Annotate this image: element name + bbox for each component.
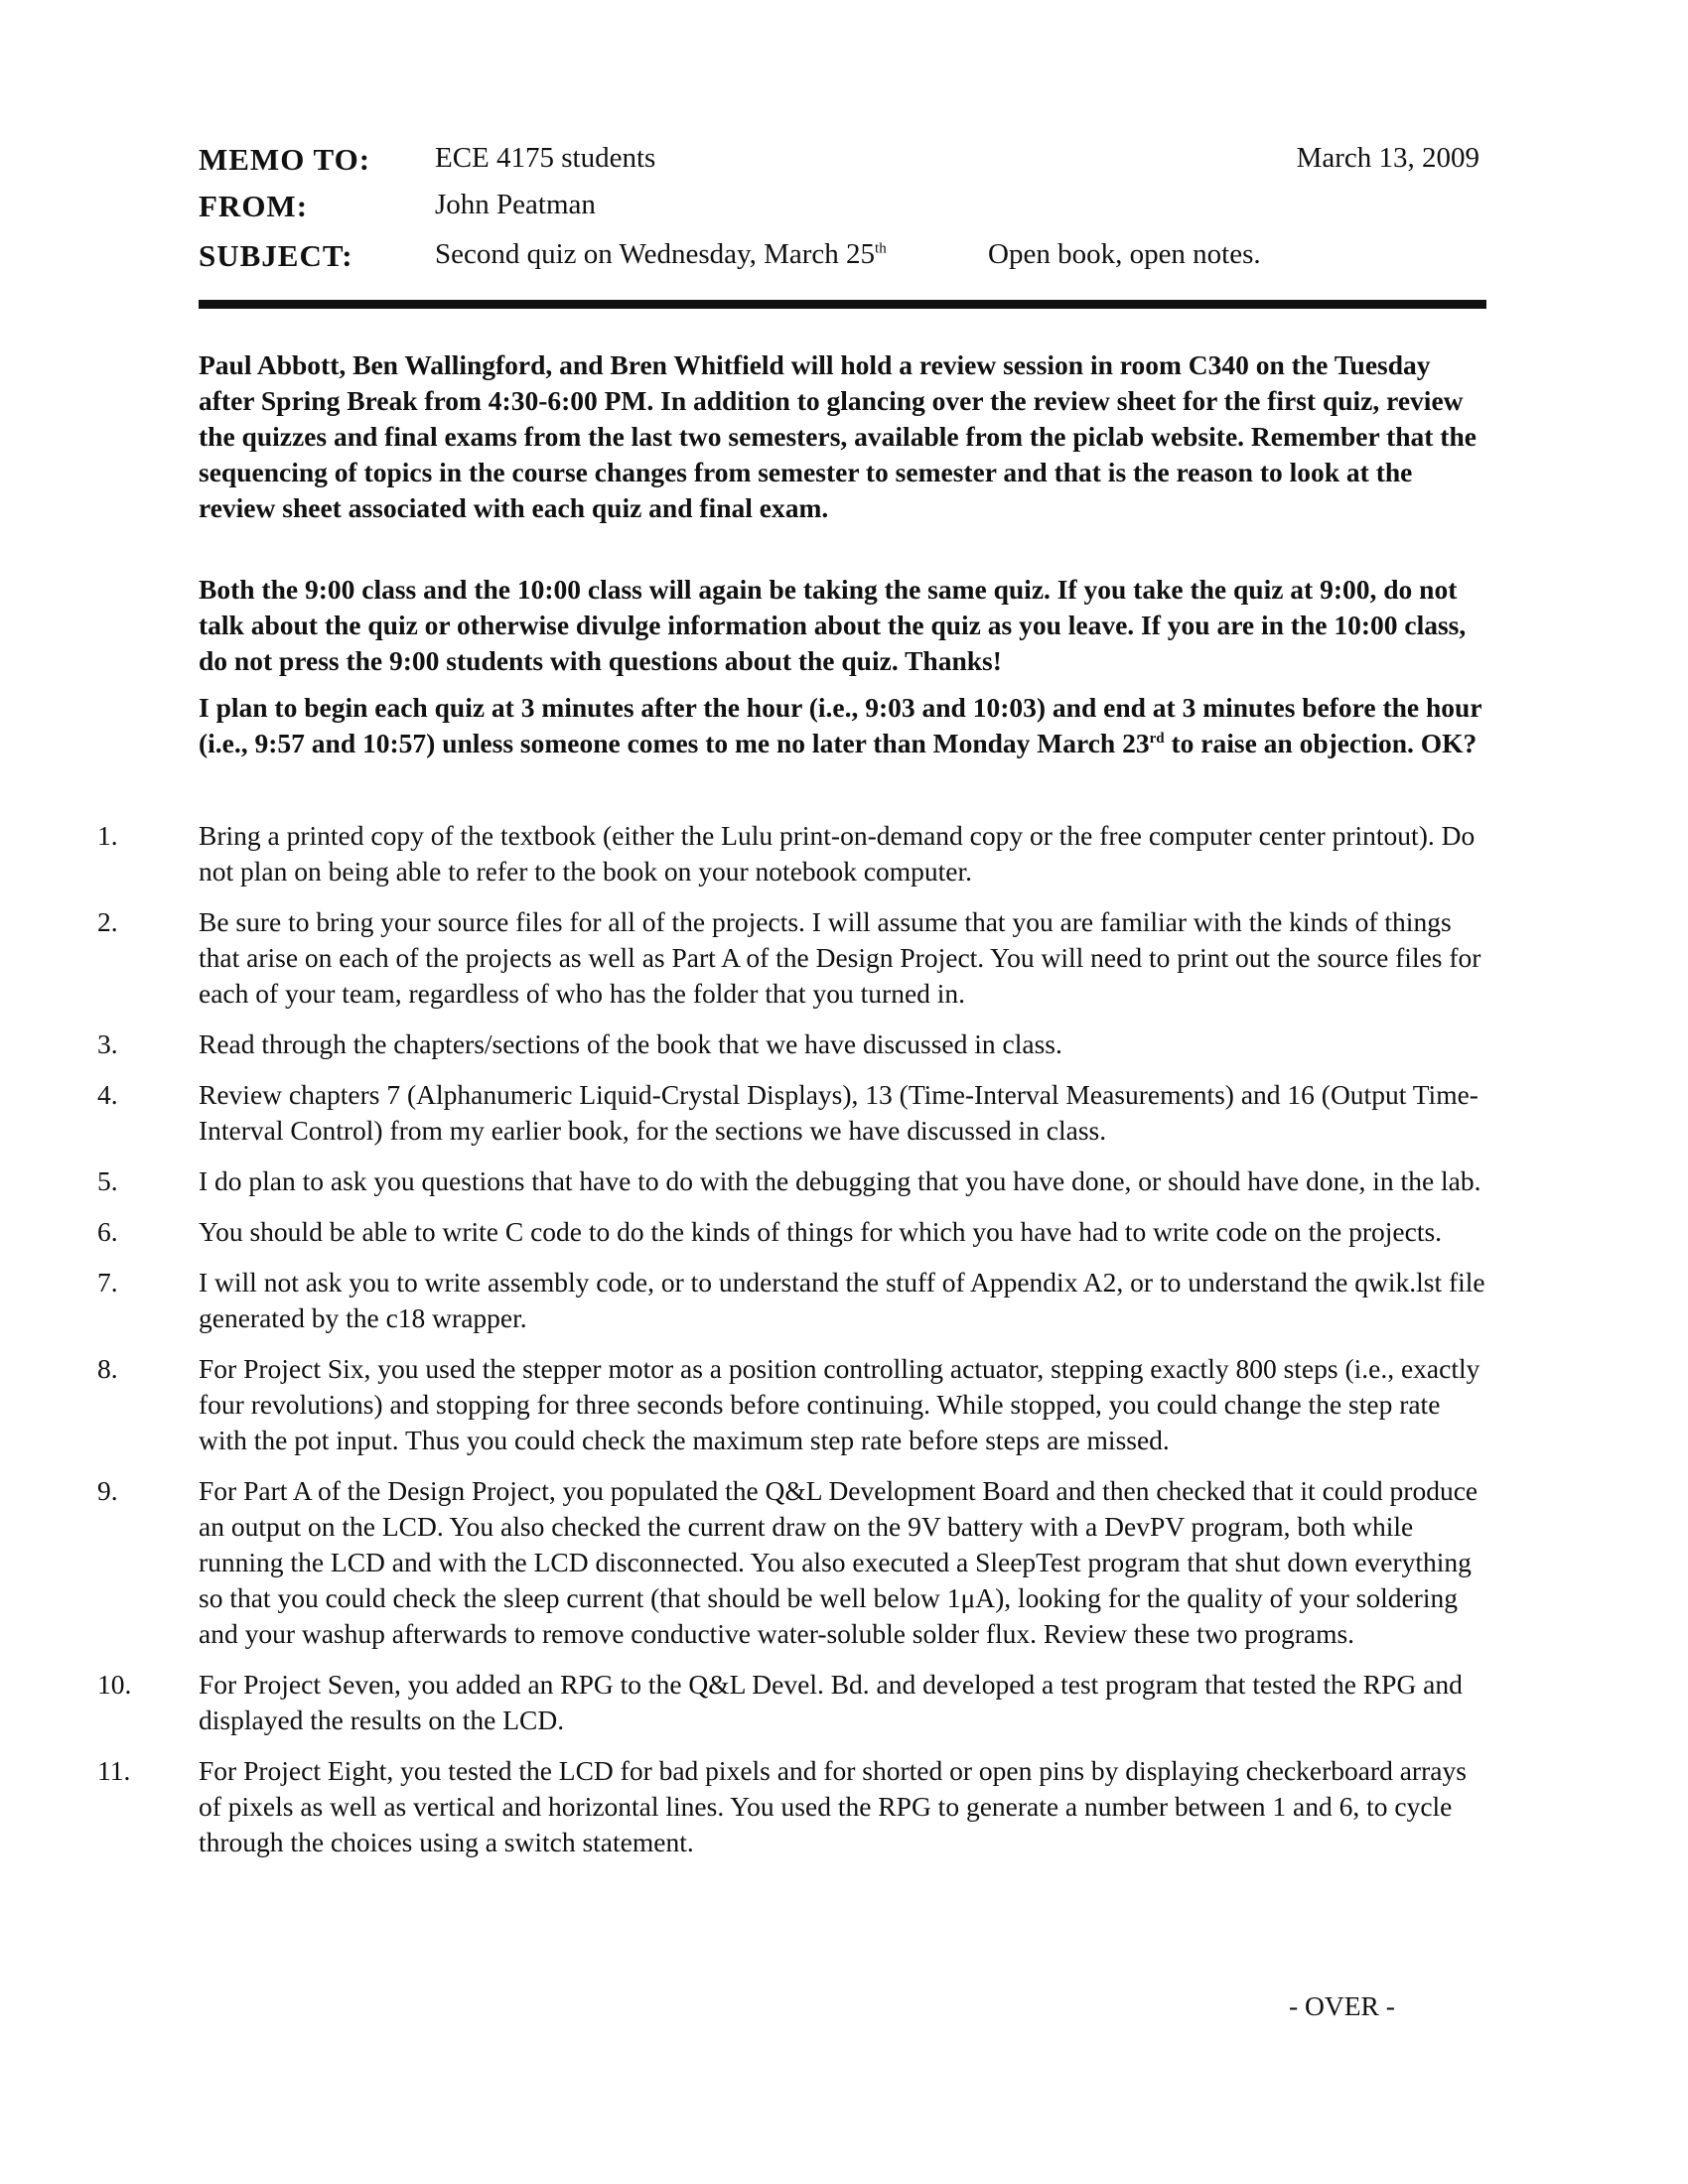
list-item — [0, 1026, 1688, 1062]
list-item — [0, 1265, 1688, 1336]
list-item — [0, 904, 1688, 1012]
from-value: John Peatman — [435, 189, 596, 220]
list-item — [0, 1753, 1688, 1860]
list-item-text: For Project Six, you used the stepper motor as a position controlling actuator, stepping exactly 800 steps (i.e., exactly four revolutions) and stopping for three seconds before continuing. While stopped, you could change the step rate with the pot input. Thus you could check the maximum step rate before steps are missed. — [199, 1353, 1480, 1455]
list-item — [0, 1473, 1688, 1652]
list-item-text: I do plan to ask you questions that have to do with the debugging that you have done, or should have done, in the lab. — [199, 1165, 1481, 1196]
list-item-number: 2. — [97, 906, 118, 937]
list-item-text: Review chapters 7 (Alphanumeric Liquid-Crystal Displays), 13 (Time-Interval Measurements) and 16 (Output Time-Interval Control) from my earlier book, for the sections we have discussed in class. — [199, 1079, 1478, 1146]
list-item-number: 6. — [97, 1216, 118, 1247]
memo-to-row — [199, 142, 1479, 188]
subject-row — [199, 238, 1479, 284]
list-item-number: 8. — [97, 1353, 118, 1384]
subject-superscript: th — [875, 240, 887, 257]
intro-paragraph-3-tail: to raise an objection. OK? — [1164, 728, 1477, 758]
list-item-number: 7. — [97, 1267, 118, 1297]
list-item-text: For Project Eight, you tested the LCD for bad pixels and for shorted or open pins by displaying checkerboard arrays of pixels as well as vertical and horizontal lines. You used the RPG to generate a number between 1 and 6, to cycle through the choices using a switch statement. — [199, 1755, 1467, 1857]
intro-paragraph-3-text: I plan to begin each quiz at 3 minutes after the hour (i.e., 9:03 and 10:03) and end at 3 minutes before the hour (i.e., 9:57 and 10:57) unless someone comes to me no later than Monday March 23 — [199, 692, 1482, 758]
list-item — [0, 1214, 1688, 1250]
list-item-text: Read through the chapters/sections of the book that we have discussed in class. — [199, 1028, 1062, 1059]
list-item-number: 5. — [97, 1165, 118, 1196]
list-item — [0, 1077, 1688, 1149]
list-item-number: 4. — [97, 1079, 118, 1110]
over-notice: - OVER - — [1289, 1990, 1395, 2021]
list-item — [0, 818, 1688, 889]
subject-value — [435, 238, 887, 271]
list-item — [0, 1667, 1688, 1738]
subject-label: SUBJECT: — [199, 238, 353, 273]
list-item-number: 1. — [97, 820, 118, 851]
review-list — [0, 818, 1688, 1875]
list-item-text: For Project Seven, you added an RPG to the Q&L Devel. Bd. and developed a test program that tested the RPG and displayed the results on the LCD. — [199, 1669, 1463, 1735]
list-item-number: 3. — [97, 1028, 118, 1059]
list-item-number: 11. — [97, 1755, 131, 1786]
intro-paragraph-2: Both the 9:00 class and the 10:00 class will again be taking the same quiz. If you take the quiz at 9:00, do not talk about the quiz or otherwise divulge information about the quiz as you leave. If you are in the 10:00 class, do not press the 9:00 students with questions about the quiz. Thanks! — [199, 574, 1467, 676]
subject-extra: Open book, open notes. — [988, 238, 1261, 270]
from-label: FROM: — [199, 189, 309, 223]
list-item-text: You should be able to write C code to do the kinds of things for which you have had to write code on the projects. — [199, 1216, 1443, 1247]
list-item — [0, 1351, 1688, 1458]
memo-to-value: ECE 4175 students — [435, 142, 656, 174]
intro-paragraph-3-superscript: rd — [1149, 730, 1165, 747]
header-divider — [199, 300, 1486, 309]
list-item-text: For Part A of the Design Project, you populated the Q&L Development Board and then checked that it could produce an output on the LCD. You also checked the current draw on the 9V battery with a DevPV program, both while running the LCD and with the LCD disconnected. You also executed a SleepTest program that shut down everything so that you could check the sleep current (that should be well below 1μA), looking for the quality of your soldering and your washup afterwards to remove conductive water-soluble solder flux. Review these two programs. — [199, 1475, 1478, 1649]
list-item-text: Be sure to bring your source files for all of the projects. I will assume that you are familiar with the kinds of things that arise on each of the projects as well as Part A of the Design Project. You will need to print out the source files for each of your team, regardless of who has the folder that you turned in. — [199, 906, 1481, 1009]
memo-to-label: MEMO TO: — [199, 142, 371, 177]
from-row — [199, 189, 1479, 234]
list-item-text: Bring a printed copy of the textbook (either the Lulu print-on-demand copy or the free computer center printout). Do not plan on being able to refer to the book on your notebook computer. — [199, 820, 1476, 887]
memo-date: March 13, 2009 — [1296, 142, 1479, 174]
intro-paragraph-3 — [199, 690, 1489, 761]
subject-text: Second quiz on Wednesday, March 25 — [435, 238, 876, 270]
intro-paragraph-1: Paul Abbott, Ben Wallingford, and Bren Whitfield will hold a review session in room C340 on the Tuesday after Spring Break from 4:30-6:00 PM. In addition to glancing over the review sheet for the first quiz, review the quizzes and final exams from the last two semesters, available from the piclab website. Remember that the sequencing of topics in the course changes from semester to semester and that is the reason to look at the review sheet associated with each quiz and final exam. — [199, 349, 1477, 523]
list-item-number: 9. — [97, 1475, 118, 1506]
list-item-text: I will not ask you to write assembly code, or to understand the stuff of Appendix A2, or to understand the qwik.lst file generated by the c18 wrapper. — [199, 1267, 1485, 1333]
list-item — [0, 1163, 1688, 1199]
list-item-number: 10. — [97, 1669, 132, 1700]
